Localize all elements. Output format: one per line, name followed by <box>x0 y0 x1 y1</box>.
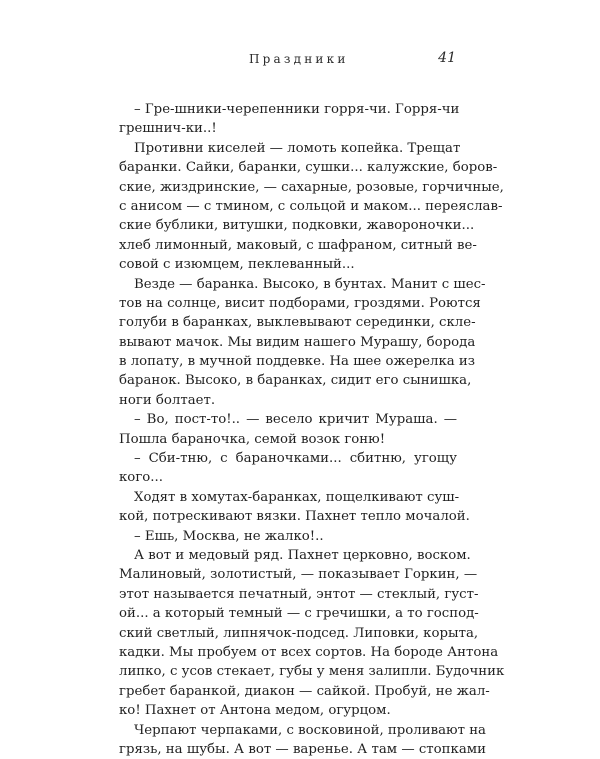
text-line: Пошла бараночка, семой возок гоню! <box>119 431 386 447</box>
text-line: тов на солнце, висит подборами, гроздями. Роются <box>119 295 481 311</box>
text-line: Везде — баранка. Высоко, в бунтах. Манит с шес- <box>134 276 486 292</box>
running-head <box>119 52 456 74</box>
text-line: в лопату, в мучной поддевке. На шее ожерелка из <box>119 354 476 370</box>
text-line: Противни киселей — ломоть копейка. Трещат <box>134 140 461 156</box>
page-number: 41 <box>438 50 456 66</box>
text-line: голуби в баранках, выклевывают серединки, скле- <box>119 315 476 331</box>
text-line: Ходят в хомутах-баранках, пощелкивают суш- <box>134 489 460 505</box>
text-line: ский светлый, липнячок-подсед. Липовки, корыта, <box>119 625 479 641</box>
text-line: – Сби-тню, с бараночками... сбитню, угощу <box>134 451 457 467</box>
text-line: липко, с усов стекает, губы у меня залипли. Будочник <box>119 664 505 680</box>
text-line: хлеб лимонный, маковый, с шафраном, ситный ве- <box>119 237 477 253</box>
text-line: – Во, пост-то!.. — весело кричит Мураша. — <box>134 412 457 428</box>
text-line: этот называется печатный, энтот — стеклый, густ- <box>119 586 479 602</box>
text-line: Черпают черпаками, с восковиной, проливают на <box>134 722 486 738</box>
text-line: – Гре-шники-черепенники горря-чи. Горря-чи <box>134 102 460 117</box>
text-line: кой, потрескивают вязки. Пахнет тепло мочалой. <box>119 509 470 525</box>
text-line: гребет баранкой, диакон — сайкой. Пробуй, не жал- <box>119 683 490 699</box>
text-line: грязь, на шубы. А вот — варенье. А там — стопками <box>119 741 486 757</box>
text-line: баранок. Высоко, в баранках, сидит его сынишка, <box>119 373 472 389</box>
text-line: с анисом — с тмином, с сольцой и маком... переяслав- <box>119 198 503 214</box>
text-line: совой с изюмцем, пеклеванный... <box>119 257 355 273</box>
text-line: ой... а который темный — с гречишки, а то господ- <box>119 606 479 622</box>
text-line: – Ешь, Москва, не жалко!.. <box>134 528 324 544</box>
text-line: ские, жиздринские, — сахарные, розовые, горчичные, <box>119 179 504 195</box>
text-line: вывают мачок. Мы видим нашего Мурашу, борода <box>119 334 476 350</box>
text-line: Малиновый, золотистый, — показывает Горкин, — <box>119 567 478 583</box>
running-title: Праздники <box>249 52 349 66</box>
text-line: ко! Пахнет от Антона медом, огурцом. <box>119 703 391 719</box>
text-line: кого... <box>119 470 163 486</box>
text-line: А вот и медовый ряд. Пахнет церковно, воском. <box>134 547 471 563</box>
text-line: ские бублики, витушки, подковки, жавороночки... <box>119 218 475 234</box>
text-line: баранки. Сайки, баранки, сушки... калужские, боров- <box>119 160 498 176</box>
body-text <box>119 100 505 759</box>
text-line: грешнич-ки..! <box>119 121 217 137</box>
text-line: ноги болтает. <box>119 392 216 408</box>
text-line: кадки. Мы пробуем от всех сортов. На бороде Антона <box>119 644 499 660</box>
